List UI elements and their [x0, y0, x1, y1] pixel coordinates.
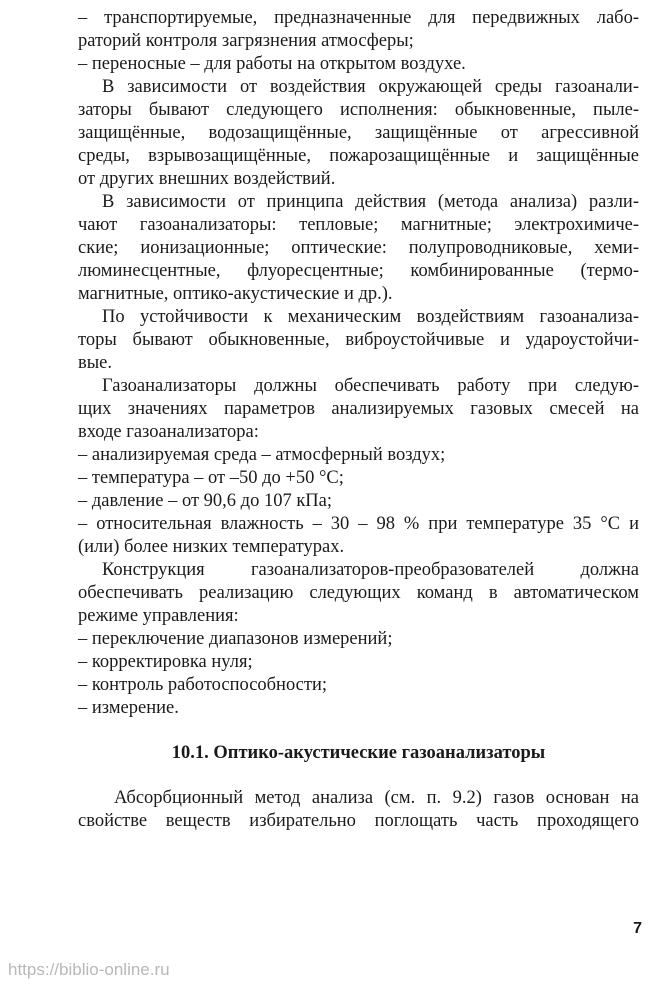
text-line: В зависимости от воздействия окружающей среды газоанали-	[102, 77, 639, 97]
text-line: щих значениях параметров анализируемых газовых смесей на	[78, 399, 639, 419]
text-line: Газоанализаторы должны обеспечивать работу при следую-	[102, 376, 639, 396]
text-line: магнитные, оптико-акустические и др.).	[78, 284, 393, 304]
text-line: Конструкция газоанализаторов-преобразователей должна	[102, 560, 639, 580]
text-line: – относительная влажность – 30 – 98 % при температуре 35 °С и	[78, 514, 639, 534]
text-line: раторий контроля загрязнения атмосферы;	[78, 31, 414, 51]
text-line: свойстве веществ избирательно поглощать часть проходящего	[78, 811, 639, 831]
text-line: режиме управления:	[78, 606, 239, 626]
text-line: По устойчивости к механическим воздействиям газоанализа-	[102, 307, 639, 327]
text-line: ские; ионизационные; оптические: полупроводниковые, хеми-	[78, 238, 639, 258]
text-line: (или) более низких температурах.	[78, 537, 345, 557]
text-line: – давление – от 90,6 до 107 кПа;	[78, 491, 333, 511]
text-line: – транспортируемые, предназначенные для передвижных лабо-	[78, 8, 639, 28]
text-line: – температура – от –50 до +50 °С;	[78, 468, 344, 488]
source-watermark: https://biblio-online.ru	[8, 960, 170, 979]
page-number: 7	[633, 920, 642, 937]
text-line: – корректировка нуля;	[78, 652, 253, 672]
text-line: – анализируемая среда – атмосферный воздух;	[78, 445, 446, 465]
text-line: – измерение.	[78, 698, 179, 718]
text-line: защищённые, водозащищённые, защищённые от агрессивной	[78, 123, 639, 143]
text-line: среды, взрывозащищённые, пожарозащищённые и защищённые	[78, 146, 639, 166]
text-line: чают газоанализаторы: тепловые; магнитные; электрохимиче-	[78, 215, 639, 235]
text-line: заторы бывают следующего исполнения: обыкновенные, пыле-	[78, 100, 639, 120]
text-line: входе газоанализатора:	[78, 422, 259, 442]
text-line: В зависимости от принципа действия (метода анализа) разли-	[102, 192, 639, 212]
document-page	[78, 7, 639, 833]
section-heading: 10.1. Оптико-акустические газоанализаторы	[171, 743, 546, 763]
text-line: Абсорбционный метод анализа (см. п. 9.2) газов основан на	[114, 788, 639, 808]
text-line: вые.	[78, 353, 113, 373]
text-line: от других внешних воздействий.	[78, 169, 336, 189]
text-line: торы бывают обыкновенные, виброустойчивые и удароустойчи-	[78, 330, 639, 350]
text-line: – переключение диапазонов измерений;	[78, 629, 393, 649]
text-line: – переносные – для работы на открытом воздухе.	[78, 54, 466, 74]
text-line: обеспечивать реализацию следующих команд в автоматическом	[78, 583, 639, 603]
text-line: – контроль работоспособности;	[78, 675, 328, 695]
text-line: люминесцентные, флуоресцентные; комбинированные (термо-	[78, 261, 639, 281]
